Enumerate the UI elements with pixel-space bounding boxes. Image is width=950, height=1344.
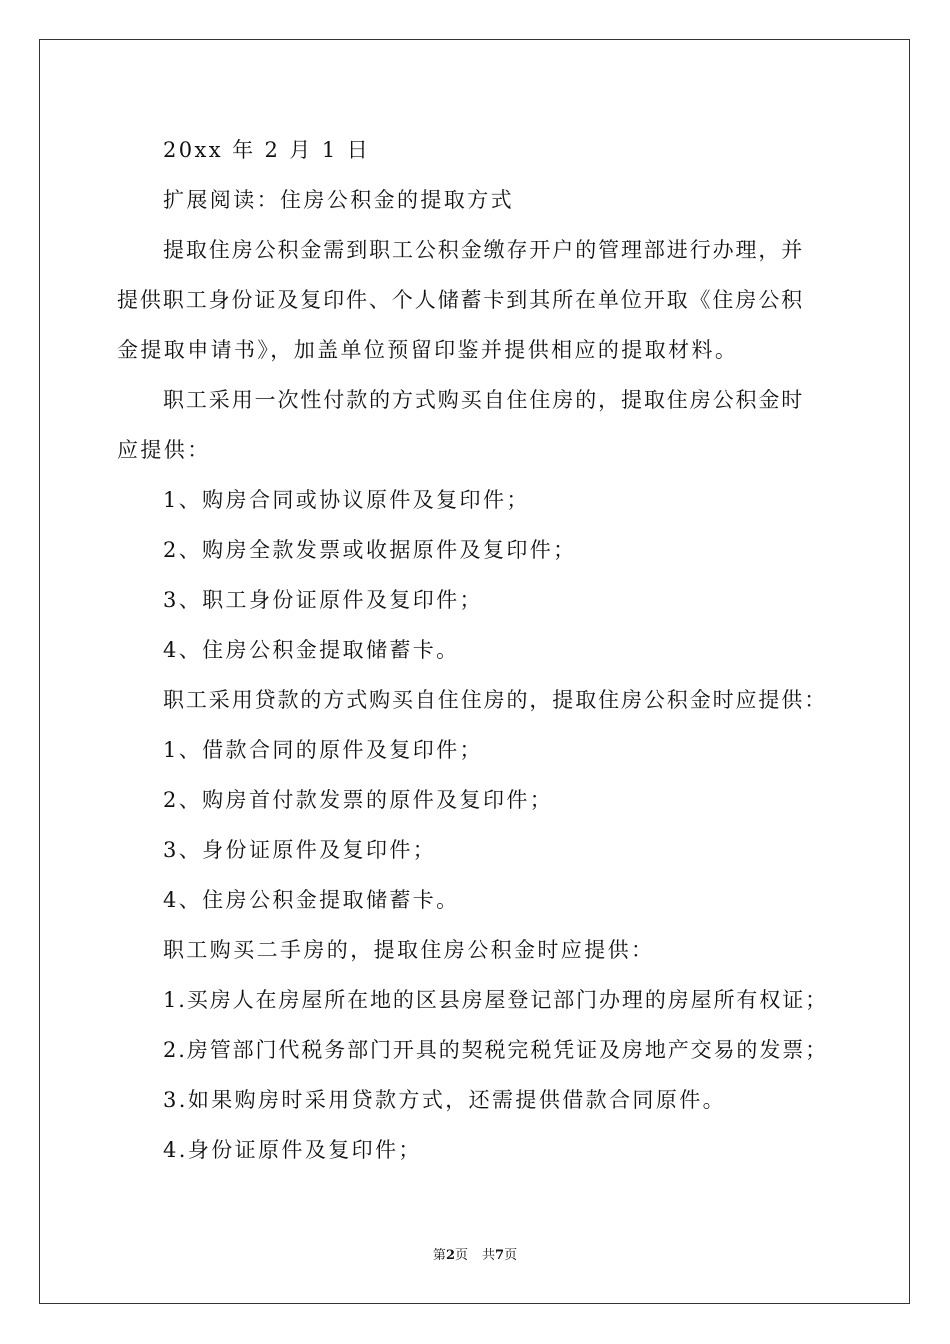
- paragraph-line: 职工采用贷款的方式购买自住住房的，提取住房公积金时应提供：: [163, 688, 828, 712]
- list-item: 3.如果购房时采用贷款方式，还需提供借款合同原件。: [163, 1088, 727, 1112]
- list-item: 2、购房首付款发票的原件及复印件；: [163, 788, 554, 812]
- footer-total-prefix: 共: [482, 1248, 496, 1263]
- total-pages-number: 7: [495, 1248, 505, 1263]
- paragraph-line: 应提供：: [117, 438, 211, 462]
- list-item: 2、购房全款发票或收据原件及复印件；: [163, 538, 577, 562]
- page-border: [39, 39, 910, 1304]
- list-item: 4、住房公积金提取储蓄卡。: [163, 638, 460, 662]
- footer-suffix: 页: [504, 1248, 518, 1263]
- date-line: 20xx 年 2 月 1 日: [163, 138, 371, 162]
- paragraph-line: 职工采用一次性付款的方式购买自住住房的，提取住房公积金时: [163, 388, 805, 412]
- list-item: 2.房管部门代税务部门开具的契税完税凭证及房地产交易的发票；: [163, 1038, 829, 1062]
- list-item: 3、职工身份证原件及复印件；: [163, 588, 483, 612]
- list-item: 3、身份证原件及复印件；: [163, 838, 437, 862]
- list-item: 4.身份证原件及复印件；: [163, 1138, 422, 1162]
- paragraph-line: 提取住房公积金需到职工公积金缴存开户的管理部进行办理，并: [163, 238, 805, 262]
- paragraph-line: 职工购买二手房的，提取住房公积金时应提供：: [163, 938, 655, 962]
- paragraph-line: 提供职工身份证及复印件、个人储蓄卡到其所在单位开取《住房公积: [117, 288, 804, 312]
- current-page-number: 2: [445, 1248, 455, 1263]
- list-item: 1、购房合同或协议原件及复印件；: [163, 488, 530, 512]
- list-item: 1.买房人在房屋所在地的区县房屋登记部门办理的房屋所有权证；: [163, 988, 829, 1012]
- page-footer: [0, 1248, 950, 1264]
- extended-reading-heading: 扩展阅读：住房公积金的提取方式: [163, 188, 514, 212]
- paragraph-line: 金提取申请书》，加盖单位预留印鉴并提供相应的提取材料。: [117, 338, 739, 362]
- list-item: 1、借款合同的原件及复印件；: [163, 738, 483, 762]
- list-item: 4、住房公积金提取储蓄卡。: [163, 888, 460, 912]
- footer-prefix: 第: [432, 1248, 446, 1263]
- footer-middle: 页: [454, 1248, 468, 1263]
